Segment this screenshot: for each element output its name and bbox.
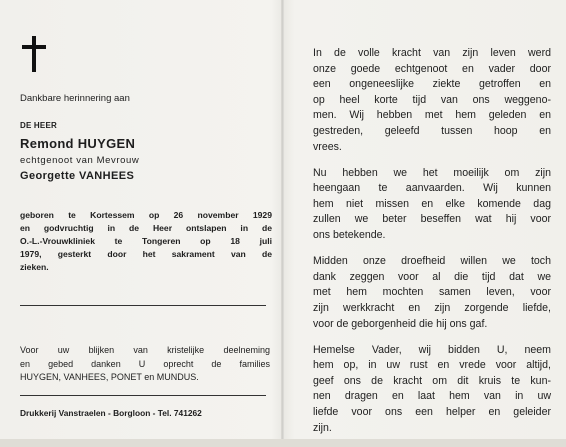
deceased-first-name: Remond (20, 136, 74, 151)
thanks-line: Voor uw blijken van kristelijke deelneming (20, 345, 270, 355)
text-line: heengaan te aanvaarden. Wij kunnen (313, 182, 551, 195)
spouse-label: echtgenoot van Mevrouw (20, 155, 140, 166)
text-line: met hem mochten samen leven, voor (313, 286, 551, 299)
gratitude-line: Dankbare herinnering aan (20, 93, 130, 104)
text-line: voor de geborgenheid die hij ons gaf. (313, 317, 488, 330)
bio-line: en godvruchtig in de Heer ontslapen in de (20, 223, 272, 233)
spouse-name (20, 170, 134, 182)
paragraph (313, 254, 551, 332)
text-line: zullen we beter beseffen wat hij voor (313, 213, 551, 226)
bio-line: O.-L.-Vrouwkliniek te Tongeren op 18 juli (20, 236, 272, 246)
thanks-note (20, 344, 270, 385)
memorial-text (313, 46, 551, 447)
text-line: dank zeggen voor al die tijd dat we (313, 270, 551, 283)
paragraph (313, 166, 551, 244)
thanks-line: en gebed danken U oprecht de families (20, 358, 270, 369)
divider (20, 305, 266, 306)
deceased-name (20, 136, 135, 151)
text-line: zijn. (313, 421, 332, 434)
card-fold (281, 0, 284, 439)
bio-line: 1979, gesterkt door het sakrament van de (20, 249, 272, 259)
title-line: DE HEER (20, 121, 57, 130)
text-line: liefde voor ons een helper en geleider (313, 405, 551, 418)
text-line: ons betekende. (313, 229, 386, 242)
printer-credit: Drukkerij Vanstraelen - Borgloon - Tel. 741262 (20, 408, 202, 418)
text-line: In de volle kracht van zijn leven werd (313, 47, 551, 59)
text-line: een ongeneeslijke ziekte getroffen en (313, 78, 551, 91)
paragraph (313, 46, 551, 155)
text-line: vrees. (313, 140, 342, 153)
paragraph (313, 343, 551, 437)
spouse-last-name: VANHEES (79, 170, 135, 182)
text-line: geef ons de kracht om dit kruis te kun- (313, 374, 551, 387)
thanks-line: HUYGEN, VANHEES, PONET en MUNDUS. (20, 372, 199, 382)
text-line: hem op, in uw rust en vrede voor altijd, (313, 359, 551, 372)
text-line: onze goede echtgenoot en vader door (313, 62, 551, 75)
text-line: men. Wij hebben met hem geleden en (313, 109, 551, 122)
bio-line: geboren te Kortessem op 26 november 1929 (20, 210, 272, 220)
deceased-last-name: HUYGEN (77, 136, 136, 151)
text-line: op heel korte tijd van ons weggeno- (313, 93, 551, 106)
bio-line: zieken. (20, 262, 49, 272)
text-line: Nu hebben we het moeilijk om zijn (313, 166, 551, 179)
text-line: gestreden, geleefd tussen hoop en (313, 124, 551, 137)
text-line: Midden onze droefheid willen we toch (313, 255, 551, 268)
text-line: Hemelse Vader, wij bidden U, neem (313, 343, 551, 356)
divider (20, 395, 266, 396)
cross-icon (22, 36, 46, 72)
text-line: zijn werkkracht en zijn zorgende liefde, (313, 301, 551, 314)
biography (20, 209, 272, 274)
spouse-first-name: Georgette (20, 170, 76, 182)
text-line: nen dragen en laat hem van in uw (313, 390, 551, 403)
text-line: hem niet missen en elke komende dag (313, 197, 551, 210)
